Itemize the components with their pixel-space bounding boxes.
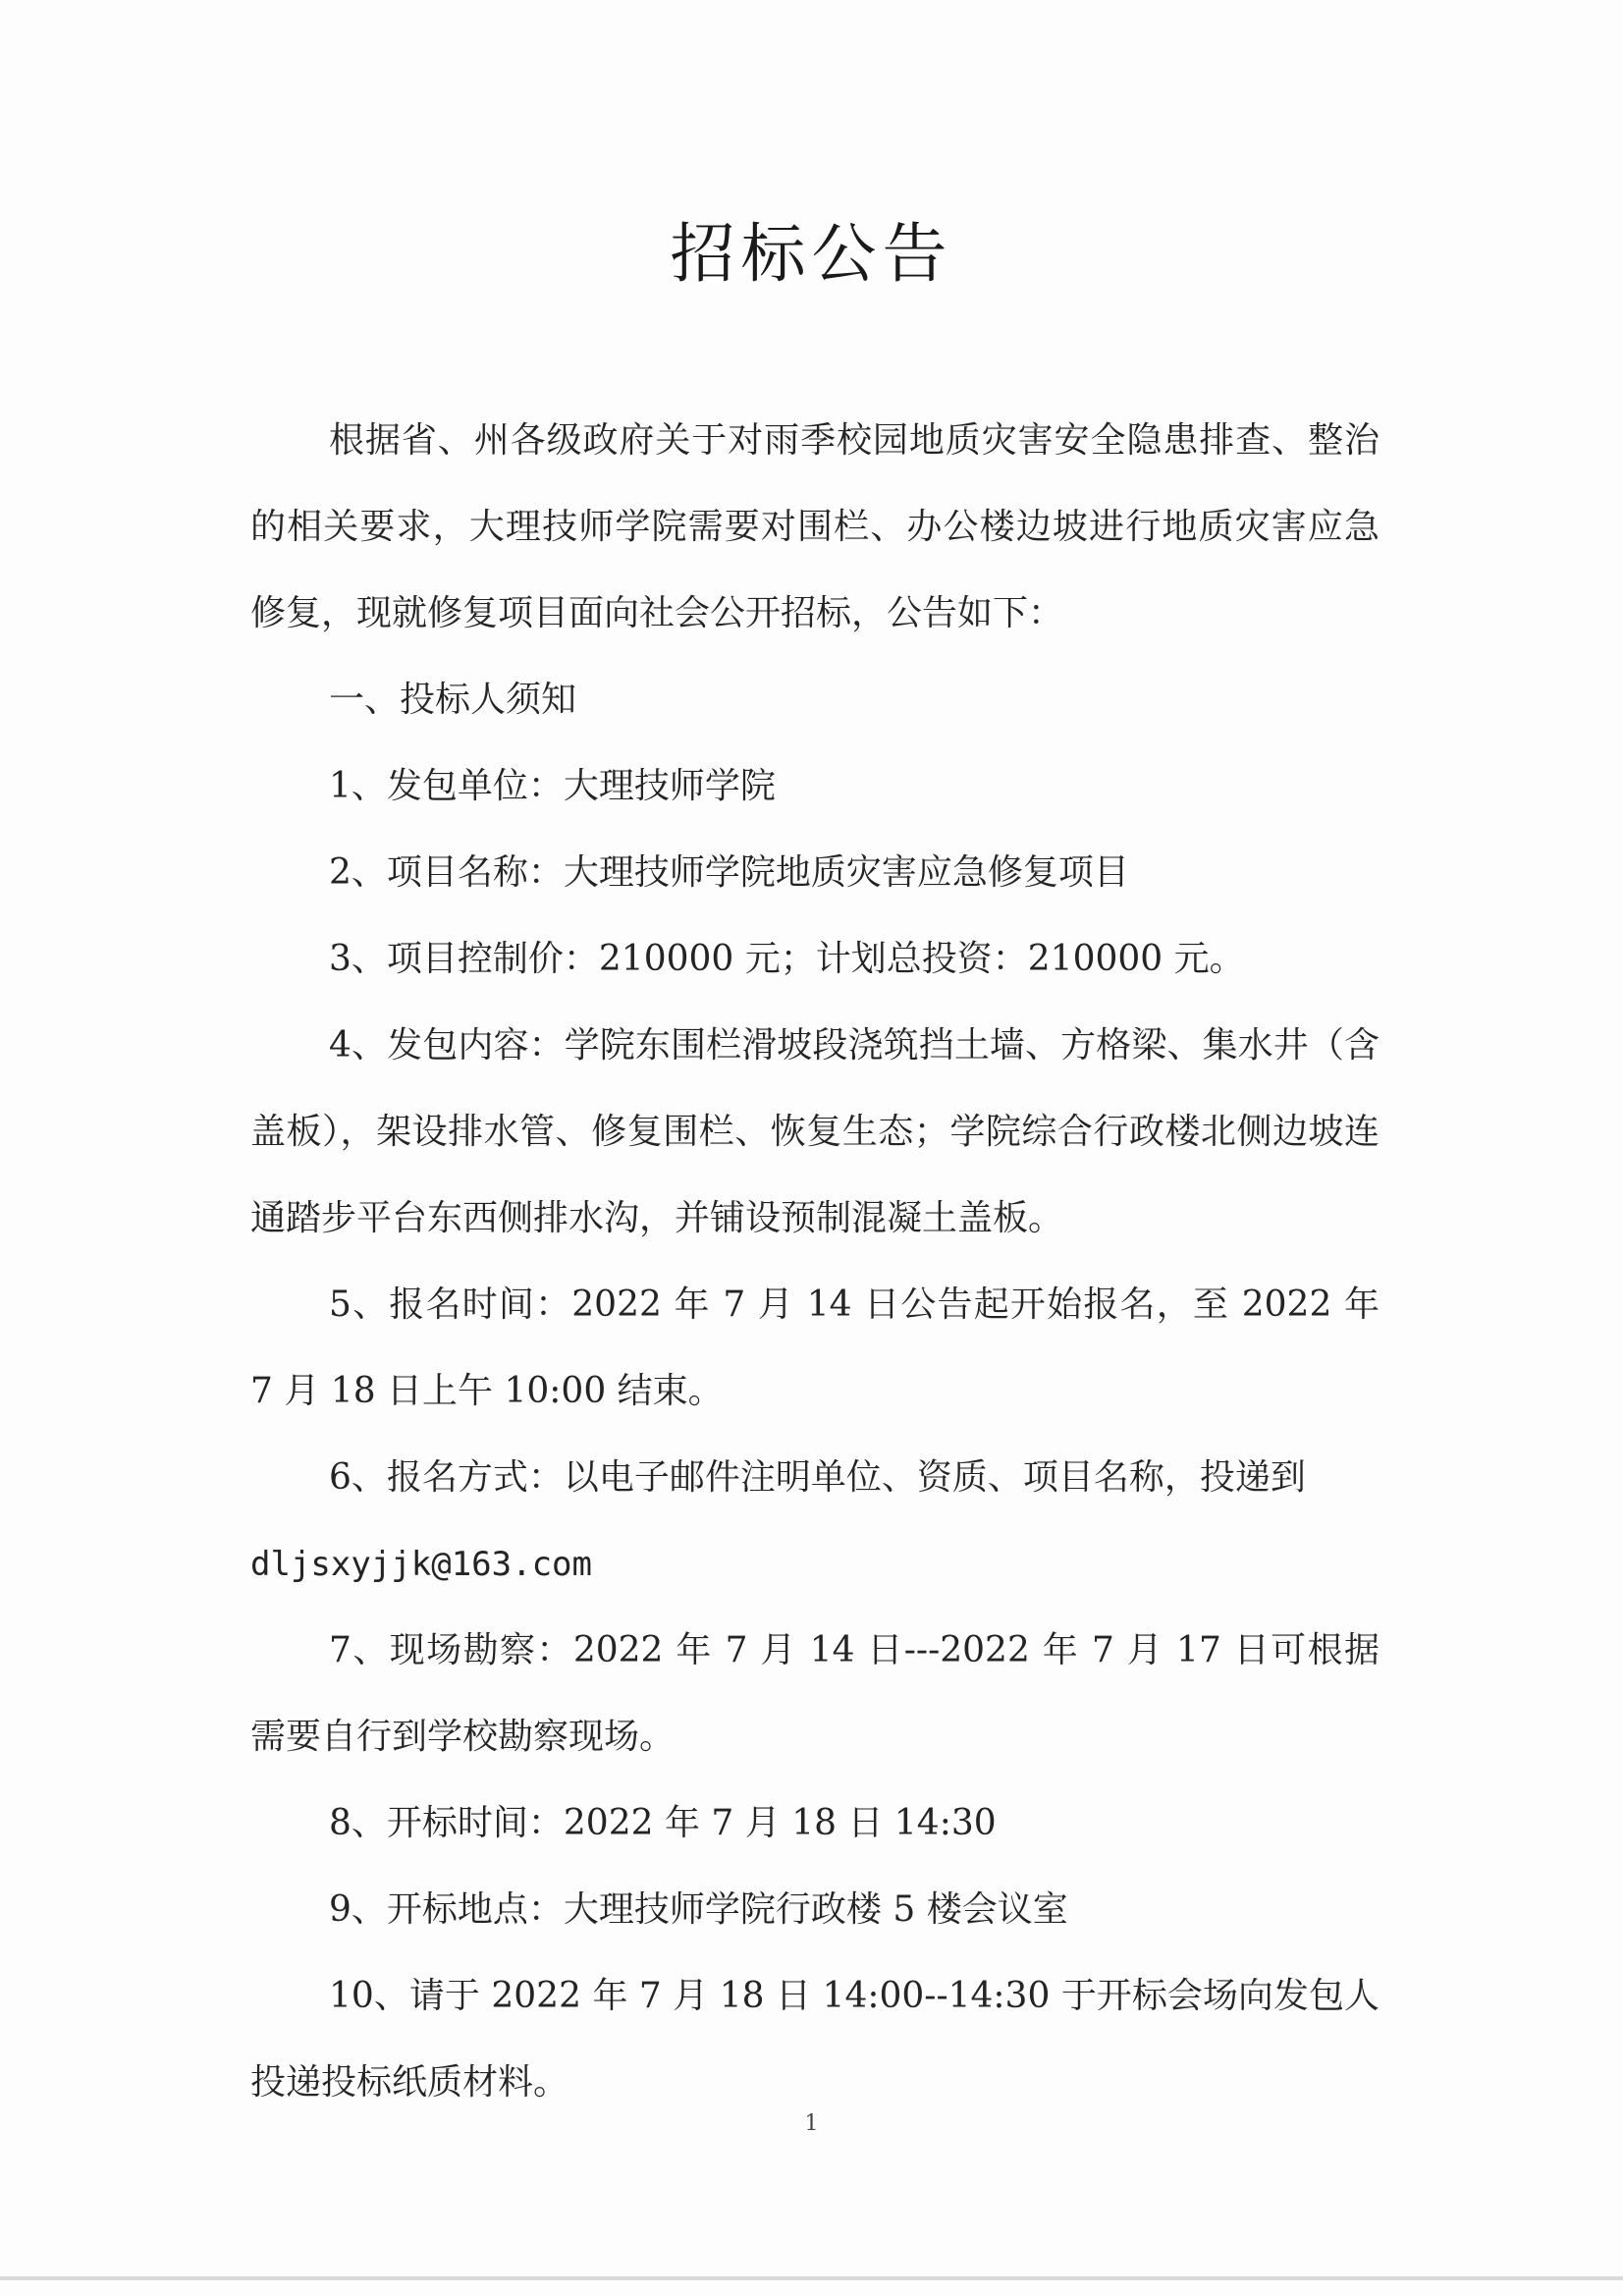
section-heading-bidder-notice: 一、投标人须知 <box>329 680 577 720</box>
page-title: 招标公告 <box>670 216 953 292</box>
item-contract-content: 4、发包内容：学院东围栏滑坡段浇筑挡土墙、方格梁、集水井（含盖板），架设排水管、修复围栏、恢复生态；学院综合行政楼北侧边坡连通踏步平台东西侧排水沟，并铺设预制混凝土盖板。 <box>250 1025 1380 1238</box>
registration-email: dljsxyjjk@163.com <box>250 1545 592 1584</box>
item-paper-submission: 10、请于 2022 年 7 月 18 日 14:00--14:30 于开标会场向发包人投递投标纸质材料。 <box>250 1976 1380 2103</box>
item-registration-time: 5、报名时间：2022 年 7 月 14 日公告起开始报名，至 2022 年 7 月 18 日上午 10:00 结束。 <box>250 1285 1380 1411</box>
item-site-survey: 7、现场勘察：2022 年 7 月 14 日---2022 年 7 月 17 日可根据需要自行到学校勘察现场。 <box>250 1630 1380 1757</box>
item-contracting-unit: 1、发包单位：大理技师学院 <box>329 766 776 806</box>
item-bid-opening-time: 8、开标时间：2022 年 7 月 18 日 14:30 <box>329 1803 997 1843</box>
item-control-price: 3、项目控制价：210000 元；计划总投资：210000 元。 <box>329 939 1245 979</box>
document-body <box>250 398 1380 2126</box>
intro-paragraph: 根据省、州各级政府关于对雨季校园地质灾害安全隐患排查、整治的相关要求，大理技师学院需要对围栏、办公楼边坡进行地质灾害应急修复，现就修复项目面向社会公开招标，公告如下： <box>250 420 1380 633</box>
item-bid-opening-location: 9、开标地点：大理技师学院行政楼 5 楼会议室 <box>329 1889 1068 1930</box>
item-project-name: 2、项目名称：大理技师学院地质灾害应急修复项目 <box>329 852 1129 893</box>
item-registration-method: 6、报名方式：以电子邮件注明单位、资质、项目名称，投递到 <box>329 1457 1306 1498</box>
scan-edge-divider <box>0 2276 1623 2280</box>
page-number: 1 <box>804 2111 819 2136</box>
